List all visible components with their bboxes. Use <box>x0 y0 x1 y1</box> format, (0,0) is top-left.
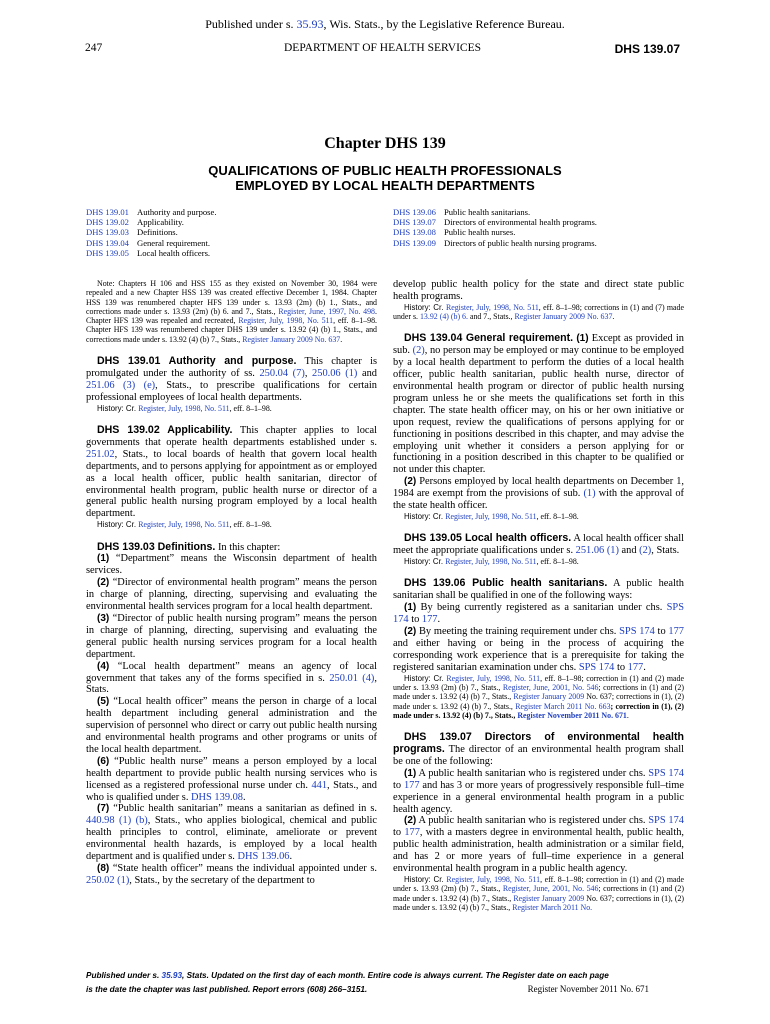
register-link[interactable]: Register, July, 1998, No. 511 <box>446 875 541 885</box>
definition-5: (5) “Local health officer” means the person in charge of a local health department including general administration and the supervision of personnel who direct or carry out public health nursing and environmental health programs and other programs or units of the local health department. <box>86 696 377 755</box>
definition-7: (7) “Public health sanitarian” means a sanitarian as defined in s. 440.98 (1) (b), Stats., who applies biological, chemical and public health principles to control, eliminate, ameliorate or prevent environmental health hazards, is employed by a local health department and is qualified under s. DHS 139.06. <box>86 803 377 863</box>
history-note: History: Cr. Register, July, 1998, No. 511, eff. 8–1–98; corrections in (1) and (7) made under s. 13.92 (4) (b) 6. and 7., Stats., Register January 2009 No. 637. <box>393 302 685 322</box>
toc-item: DHS 139.02 Applicability. <box>86 217 184 228</box>
section-139-06-2: (2) By meeting the training requirement under chs. SPS 174 to 177 and either having or being in the process of acquiring the corresponding work experience that is a prerequisite for taking the registered sanitarian examination under chs. SPS 174 to 177. <box>393 626 684 673</box>
toc-item: DHS 139.07 Directors of environmental health programs. <box>393 217 597 228</box>
code-link[interactable]: SPS 174 <box>648 767 684 779</box>
section-139-03: DHS 139.03 Definitions. In this chapter: <box>97 540 281 553</box>
statute-link[interactable]: 440.98 (1) (b) <box>86 815 148 827</box>
code-link[interactable]: SPS 174 <box>393 602 684 626</box>
section-139-02: DHS 139.02 Applicability. This chapter applies to local governments that operate health departments established under s. 251.02, Stats., to local boards of health that govern local health departments, and to persons applying for appointment as or employed as a local health officer, public health sanitarian, director of environmental health program, public health nurse or director of a general public health nursing program employed by a local health department. <box>86 424 377 520</box>
history-note: History: Cr. Register, July, 1998, No. 511, eff. 8–1–98. <box>404 557 579 567</box>
toc-link[interactable]: DHS 139.06 <box>393 207 436 217</box>
chapter-title: Chapter DHS 139 <box>324 135 446 152</box>
register-link[interactable]: Register, July, 1998, No. 511 <box>445 512 537 521</box>
toc-item: DHS 139.01 Authority and purpose. <box>86 207 217 217</box>
statute-link[interactable]: 251.06 (1) <box>575 545 619 557</box>
toc-link[interactable]: DHS 139.04 <box>86 237 129 248</box>
statute-link[interactable]: 251.02 <box>86 448 115 460</box>
section-139-01: DHS 139.01 Authority and purpose. This chapter is promulgated under the authority of ss. 250.04 (7), 250.06 (1) and 251.06 (3) (e), Stats., to prescribe qualifications for certain professional employees of local health departments. <box>86 355 378 403</box>
section-139-07-1: (1) A public health sanitarian who is registered under chs. SPS 174 to 177 and has 3 or more years of progressively responsible full–time experience in a general environmental health program in a public health agency. <box>393 767 684 815</box>
statute-link[interactable]: 35.93 <box>161 971 183 980</box>
toc-link[interactable]: DHS 139.09 <box>393 237 436 248</box>
top-banner: Published under s. 35.93, Wis. Stats., by the Legislative Reference Bureau. <box>205 17 565 31</box>
history-note: History: Cr. Register, July, 1998, No. 511, eff. 8–1–98; correction in (1) and (2) made under s. 13.93 (2m) (b) 7., Stats., Register, June, 2001, No. 546; corrections in (1) and (2) made under s. 13.92 (4) (b) 7., Stats., Register January 2009 No. 637; corrections in (1), (2) made under s. 13.92 (4) (b) 7., Stats., Register March 2011 No. 663; correction in (1), (2) made under s. 13.92 (4) (b) 7., Stats., Register November 2011 No. 671. <box>393 673 685 720</box>
register-date: Register November 2011 No. 671 <box>527 984 649 994</box>
toc-item: DHS 139.08 Public health nurses. <box>393 227 516 238</box>
right-column <box>393 279 684 912</box>
toc-link[interactable]: DHS 139.01 <box>86 207 129 217</box>
department-name: DEPARTMENT OF HEALTH SERVICES <box>283 42 481 54</box>
section-139-04: DHS 139.04 General requirement. (1) Except as provided in sub. (2), no person may be employed or may continue to be employed by a local health department to perform the duties of a local health officer, public health sanitarian, public health nurse, director of environmental health program or director of public health nursing program unless he or she meets the qualifications set forth in this chapter. The state health officer may, on his or her own initiative or upon request, review the qualifications of persons applying for or functioning in positions described in this chapter, and may advise the employing unit whether it considers a person applying for or functioning in a position described in this chapter to be qualified or not under this chapter. <box>393 332 684 476</box>
register-link[interactable]: Register, July, 1998, No. 511 <box>138 520 230 530</box>
statute-link[interactable]: 251.06 (3) (e) <box>86 379 156 391</box>
chapter-subtitle: QUALIFICATIONS OF PUBLIC HEALTH PROFESSIONALS EMPLOYED BY LOCAL HEALTH DEPARTMENTS <box>208 163 562 193</box>
left-column <box>86 279 377 887</box>
section-139-06-1: (1) By being currently registered as a sanitarian under chs. SPS 174 to 177. <box>393 602 684 626</box>
section-code: DHS 139.07 <box>614 42 680 56</box>
code-link[interactable]: SPS 174 <box>578 661 615 673</box>
section-link[interactable]: DHS 139.08 <box>191 791 244 803</box>
register-link[interactable]: Register January 2009 <box>513 893 585 903</box>
toc-item: DHS 139.09 Directors of public health nursing programs. <box>393 237 597 248</box>
statute-link[interactable]: (2) <box>639 545 652 557</box>
definition-6: (6) “Public health nurse” means a person employed by a local health department to provide public health nursing services who is licensed as a registered professional nurse under ch. 441, Stats., and who is qualified under s. DHS 139.08. <box>86 755 377 803</box>
section-139-07: DHS 139.07 Directors of environmental health programs. The director of an environmental health program shall be one of the following: <box>393 731 684 767</box>
register-link[interactable]: Register November 2011 No. 671 <box>517 710 627 720</box>
statute-link[interactable]: 35.93 <box>296 17 324 31</box>
register-link[interactable]: Register January 2009 <box>513 692 585 702</box>
register-link[interactable]: Register, June, 1997, No. 498 <box>278 306 375 316</box>
toc-link[interactable]: DHS 139.02 <box>86 217 129 228</box>
statute-link[interactable]: 13.92 (4) (b) 6. <box>419 312 468 322</box>
definition-2: (2) “Director of environmental health program” means the person in charge of planning, directing, supervising and evaluating the environmental health services program for a local health department. <box>86 577 377 613</box>
register-link[interactable]: Register, June, 2001, No. 546 <box>502 682 599 692</box>
section-139-06: DHS 139.06 Public health sanitarians. A public health sanitarian shall be qualified in one of the following ways: <box>393 577 684 602</box>
statute-link[interactable]: 250.02 (1) <box>86 874 130 886</box>
register-link[interactable]: Register, July, 1998, No. 511 <box>238 316 334 326</box>
code-link[interactable]: 177 <box>404 827 420 839</box>
page-footer: Published under s. 35.93, Stats. Updated on the first day of each month. Entire code is always current. The Register date on each page is the date the chapter was last published. Report errors (608) 266–3151. <box>86 971 609 994</box>
section-139-05: DHS 139.05 Local health officers. A local health officer shall meet the appropriate qualifications under s. 251.06 (1) and (2), Stats. <box>393 532 684 557</box>
register-link[interactable]: Register January 2009 No. 637 <box>242 334 341 344</box>
toc-right <box>393 207 597 248</box>
toc-link[interactable]: DHS 139.05 <box>86 247 129 258</box>
register-link[interactable]: Register, July, 1998, No. 511 <box>445 302 539 312</box>
subsection-link[interactable]: (1) <box>583 488 596 500</box>
subsection-link[interactable]: (2) <box>412 345 425 357</box>
section-139-04-2: (2) Persons employed by local health departments on December 1, 1984 are exempt from the provisions of sub. (1) with the approval of the state health officer. <box>393 476 684 512</box>
history-note: History: Cr. Register, July, 1998, No. 511, eff. 8–1–98. <box>404 512 579 521</box>
register-link[interactable]: Register, July, 1998, No. 511 <box>445 557 537 567</box>
toc-item: DHS 139.06 Public health sanitarians. <box>393 207 531 217</box>
register-link[interactable]: Register, June, 2001, No. 546 <box>502 884 599 894</box>
register-link[interactable]: Register, July, 1998, No. 511 <box>138 403 230 413</box>
section-139-07-2: (2) A public health sanitarian who is registered under chs. SPS 174 to 177, with a masters degree in environmental health, public health, public health administration, health administration or a similar field, and has 2 or more years of full–time experience in a general environmental health program in a public health agency. <box>393 815 685 875</box>
chapter-note: Note: Chapters H 106 and HSS 155 as they existed on November 30, 1984 were repealed and a new Chapter HSS 139 was created effective December 1, 1984. Chapter HSS 139 was renumbered chapter HFS 139 under s. 13.93 (2m) (b) 1., Stats., and corrections made under s. 13.93 (2m) (b) 6. and 7., Stats., Register, June, 1997, No. 498. Chapter HFS 139 was repealed and recreated, Register, July, 1998, No. 511, eff. 8–1–98. Chapter HFS 139 was renumbered chapter DHS 139 under s. 13.92 (4) (b) 1., Stats., and corrections made under s. 13.92 (4) (b) 7., Stats., Register January 2009 No. 637. <box>86 279 377 344</box>
statute-link[interactable]: 250.01 (4) <box>329 672 375 684</box>
statute-link[interactable]: 250.06 (1) <box>312 367 358 379</box>
history-note: History: Cr. Register, July, 1998, No. 511, eff. 8–1–98; correction in (1) and (2) made under s. 13.93 (2m) (b) 7., Stats., Register, June, 2001, No. 546; corrections in (1) and (2) made under s. 13.92 (4) (b) 7., Stats., Register January 2009 No. 637; corrections in (1), (2) made under s. 13.92 (4) (b) 7., Stats., Register March 2011 No. <box>393 875 685 912</box>
code-link[interactable]: 177 <box>668 626 684 638</box>
code-link[interactable]: SPS 174 <box>619 626 655 638</box>
history-note: History: Cr. Register, July, 1998, No. 511, eff. 8–1–98. <box>97 520 272 530</box>
definition-3: (3) “Director of public health nursing program” means the person in charge of planning, directing, supervising and evaluating the general public health nursing services program for a local health department. <box>86 612 377 660</box>
register-link[interactable]: Register March 2011 No. <box>512 902 593 912</box>
code-link[interactable]: 177 <box>627 661 644 673</box>
section-link[interactable]: DHS 139.06 <box>237 851 290 863</box>
toc-left <box>86 207 216 258</box>
register-link[interactable]: Register January 2009 No. 637 <box>514 312 613 322</box>
statute-link[interactable]: 250.04 (7) <box>259 367 305 379</box>
code-link[interactable]: 177 <box>403 779 420 791</box>
register-link[interactable]: Register, July, 1998, No. 511 <box>446 673 541 683</box>
definition-8-continued: develop public health policy for the state and direct state public health programs. <box>393 279 684 302</box>
toc-item: DHS 139.03 Definitions. <box>86 227 178 238</box>
definition-4: (4) “Local health department” means an agency of local government that takes any of the forms specified in s. 250.01 (4), Stats. <box>86 660 378 696</box>
code-link[interactable]: 177 <box>421 614 438 626</box>
toc-link[interactable]: DHS 139.08 <box>393 227 436 238</box>
page-number: 247 <box>85 42 103 54</box>
toc-item: DHS 139.05 Local health officers. <box>86 247 211 258</box>
register-link[interactable]: Register March 2011 No. 663 <box>515 701 611 711</box>
statute-link[interactable]: 441 <box>311 779 328 791</box>
definition-1: (1) “Department” means the Wisconsin department of health services. <box>86 553 377 577</box>
toc-link[interactable]: DHS 139.03 <box>86 227 129 238</box>
code-link[interactable]: SPS 174 <box>648 815 684 827</box>
definition-8: (8) “State health officer” means the individual appointed under s. 250.02 (1), Stats., by the secretary of the department to <box>86 863 377 886</box>
history-note: History: Cr. Register, July, 1998, No. 511, eff. 8–1–98. <box>97 403 272 413</box>
toc-link[interactable]: DHS 139.07 <box>393 217 436 228</box>
toc-item: DHS 139.04 General requirement. <box>86 237 210 248</box>
